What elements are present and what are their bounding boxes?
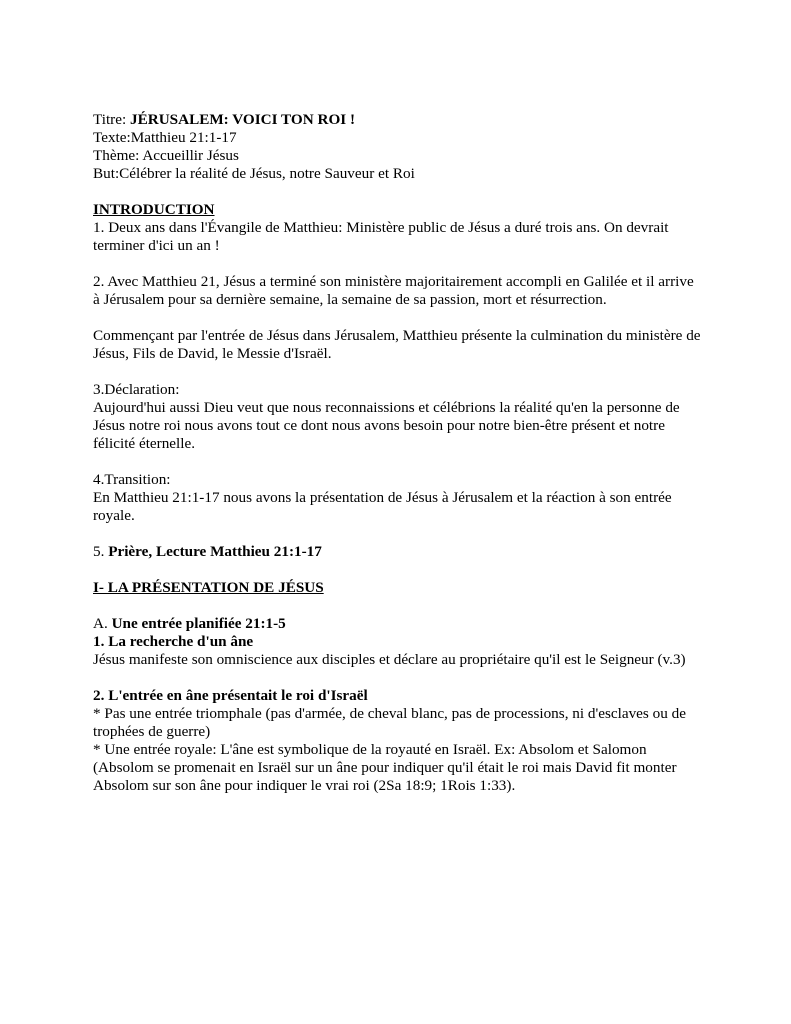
transition-text: En Matthieu 21:1-17 nous avons la présentation de Jésus à Jérusalem et la réaction à son entrée royale. [93, 489, 672, 524]
section-heading-presentation: I- LA PRÉSENTATION DE JÉSUS [93, 579, 324, 596]
declaration-label: 3.Déclaration: [93, 381, 180, 398]
prayer-number: 5. [93, 543, 109, 560]
declaration-text: Aujourd'hui aussi Dieu veut que nous reconnaissions et célébrions la réalité qu'en la personne de Jésus notre roi nous avons tout ce dont nous avons besoin pour notre bien-être présent et notre félicité éternelle. [93, 399, 680, 452]
intro-paragraph-1: 1. Deux ans dans l'Évangile de Matthieu: Ministère public de Jésus a duré trois ans. On devrait terminer d'ici un an ! [93, 219, 669, 254]
prayer-text: Prière, Lecture Matthieu 21:1-17 [108, 543, 322, 560]
title-line [93, 111, 703, 129]
prayer-line [93, 543, 703, 561]
title-label: Titre: [93, 111, 127, 128]
title-value: JÉRUSALEM: VOICI TON ROI ! [130, 111, 356, 128]
goal-line: But:Célébrer la réalité de Jésus, notre Sauveur et Roi [93, 165, 415, 182]
bullet-2: * Une entrée royale: L'âne est symbolique de la royauté en Israël. Ex: Absolom et Salomon (Absolom se promenait en Israël sur un âne pour indiquer qu'il était le roi mais David fit monter Absolom sur son âne pour indiquer le vrai roi (2Sa 18:9; 1Rois 1:33). [93, 741, 677, 794]
intro-paragraph-2: 2. Avec Matthieu 21, Jésus a terminé son ministère majoritairement accompli en Galilée et il arrive à Jérusalem pour sa dernière semaine, la semaine de sa passion, mort et résurrection. [93, 273, 694, 308]
subsection-a-prefix: A. [93, 615, 112, 632]
document-body [93, 111, 703, 795]
subpoint-2-title: 2. L'entrée en âne présentait le roi d'Israël [93, 687, 368, 704]
introduction-heading: INTRODUCTION [93, 201, 215, 218]
intro-paragraph-3: Commençant par l'entrée de Jésus dans Jérusalem, Matthieu présente la culmination du ministère de Jésus, Fils de David, le Messie d'Israël. [93, 327, 701, 362]
subpoint-1-title: 1. La recherche d'un âne [93, 633, 254, 650]
theme-line: Thème: Accueillir Jésus [93, 147, 239, 164]
transition-label: 4.Transition: [93, 471, 171, 488]
subsection-a-title: Une entrée planifiée 21:1-5 [111, 615, 286, 632]
text-line: Texte:Matthieu 21:1-17 [93, 129, 237, 146]
subpoint-1-text: Jésus manifeste son omniscience aux disciples et déclare au propriétaire qu'il est le Seigneur (v.3) [93, 651, 686, 668]
bullet-1: * Pas une entrée triomphale (pas d'armée, de cheval blanc, pas de processions, ni d'esclaves ou de trophées de guerre) [93, 705, 686, 740]
subsection-a [93, 615, 703, 633]
